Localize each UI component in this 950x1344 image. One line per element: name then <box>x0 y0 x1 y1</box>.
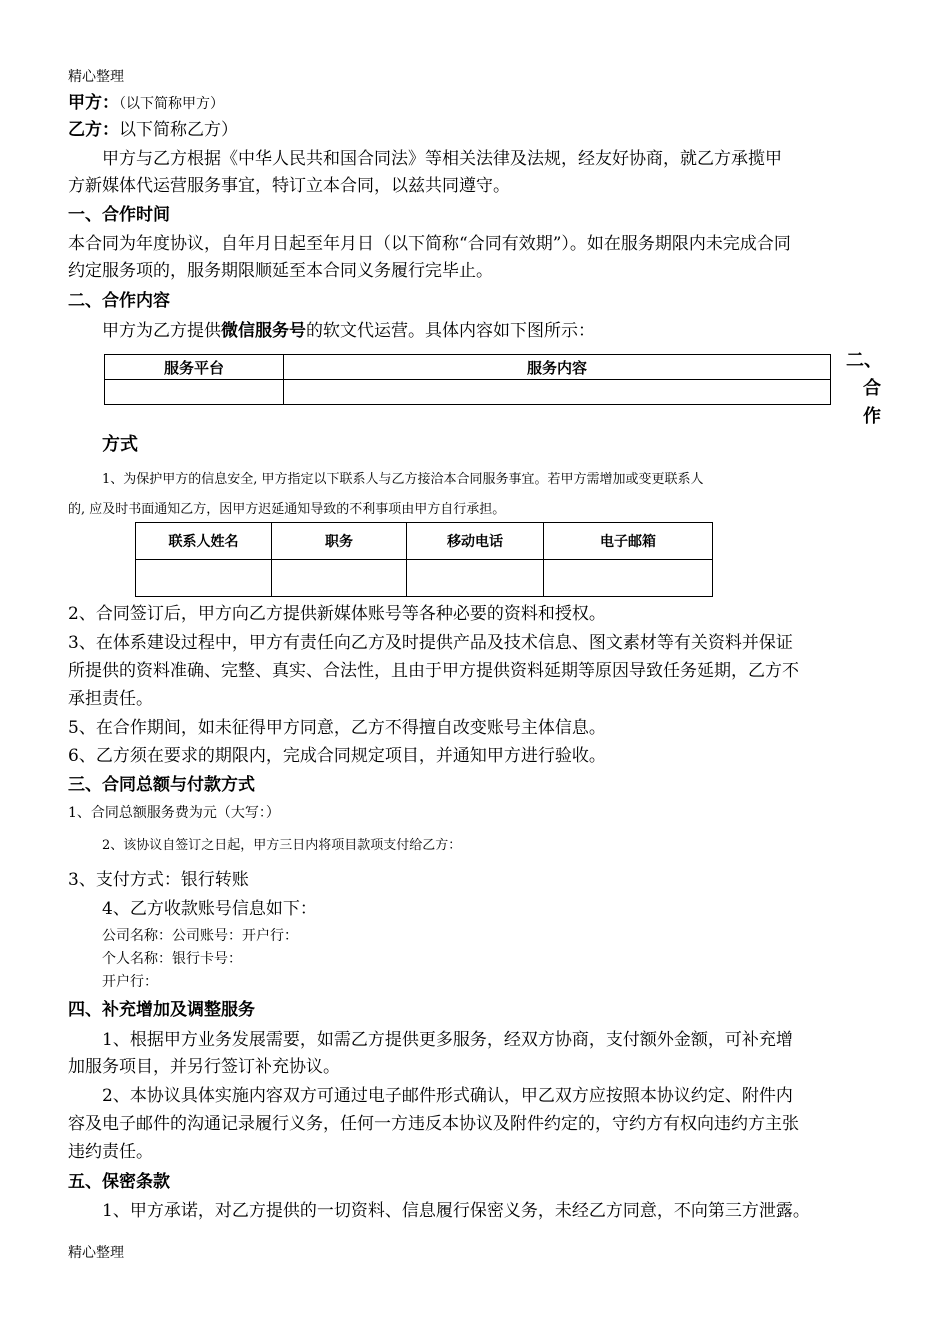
th-service-platform: 服务平台 <box>105 355 284 380</box>
s3-p1: 1、合同总额服务费为元（大写：） <box>68 805 280 821</box>
s2b-p1-line-2: 的, 应及时书面通知乙方，因甲方迟延通知导致的不利事项由甲方自行承担。 <box>68 502 506 517</box>
contact-table <box>135 522 713 597</box>
th-mobile: 移动电话 <box>407 523 544 560</box>
s3-company: 公司名称：公司账号：开户行： <box>102 928 298 944</box>
th-contact-name: 联系人姓名 <box>136 523 272 560</box>
s4-p1-line-1: 1、根据甲方业务发展需要，如需乙方提供更多服务，经双方协商，支付额外金额，可补充增 <box>102 1030 793 1050</box>
s1-line-2: 约定服务项的，服务期限顺延至本合同义务履行完毕止。 <box>68 261 493 281</box>
th-position: 职务 <box>272 523 407 560</box>
s3-personal: 个人名称：银行卡号： <box>102 951 242 967</box>
section-2-title: 二、合作内容 <box>68 291 170 311</box>
s1-line-1: 本合同为年度协议，自年月日起至年月日（以下简称“合同有效期”）。如在服务期限内未完成合同 <box>68 234 791 254</box>
party-a-note: （以下简称甲方） <box>119 96 224 112</box>
th-email: 电子邮箱 <box>544 523 713 560</box>
s2-line <box>102 318 595 344</box>
section-3-continuation: 方式 <box>102 434 138 455</box>
party-b-note: 以下简称乙方） <box>119 120 238 140</box>
table-cell <box>544 560 713 597</box>
s5-p1: 1、甲方承诺，对乙方提供的一切资料、信息履行保密义务，未经乙方同意，不向第三方泄露。 <box>102 1201 810 1221</box>
s2b-p5: 5、在合作期间，如未征得甲方同意，乙方不得擅自改变账号主体信息。 <box>68 718 606 738</box>
table-cell <box>105 380 284 405</box>
side-char-3: 作 <box>863 406 881 427</box>
table-cell <box>407 560 544 597</box>
s4-p1-line-2: 加服务项目，并另行签订补充协议。 <box>68 1057 340 1077</box>
party-b-label: 乙方： <box>68 120 119 140</box>
section-5-title: 五、保密条款 <box>68 1172 170 1192</box>
side-char-2: 合 <box>863 378 881 399</box>
table-cell <box>284 380 831 405</box>
table-header-row <box>105 355 831 380</box>
th-service-content: 服务内容 <box>284 355 831 380</box>
s3-p4: 4、乙方收款账号信息如下： <box>102 899 317 919</box>
s2b-p3-line-1: 3、在体系建设过程中，甲方有责任向乙方及时提供产品及技术信息、图文素材等有关资料并保证 <box>68 633 793 653</box>
party-b-line <box>68 117 238 143</box>
s3-p3: 3、支付方式：银行转账 <box>68 870 249 890</box>
s4-p2-line-1: 2、本协议具体实施内容双方可通过电子邮件形式确认，甲乙双方应按照本协议约定、附件内 <box>102 1086 793 1106</box>
page-footer: 精心整理 <box>68 1245 124 1261</box>
s2b-p3-line-3: 承担责任。 <box>68 689 153 709</box>
s4-p2-line-3: 违约责任。 <box>68 1142 153 1162</box>
section-3-title: 三、合同总额与付款方式 <box>68 775 255 795</box>
s2b-p6: 6、乙方须在要求的期限内，完成合同规定项目，并通知甲方进行验收。 <box>68 746 606 766</box>
s2-line-post: 的软文代运营。具体内容如下图所示： <box>306 321 595 341</box>
table-cell <box>136 560 272 597</box>
intro-line-2: 方新媒体代运营服务事宜，特订立本合同，以兹共同遵守。 <box>68 176 510 196</box>
s4-p2-line-2: 容及电子邮件的沟通记录履行义务，任何一方违反本协议及附件约定的，守约方有权向违约方主张 <box>68 1114 799 1134</box>
s2b-p3-line-2: 所提供的资料准确、完整、真实、合法性，且由于甲方提供资料延期等原因导致任务延期，乙方不 <box>68 661 799 681</box>
table-row <box>136 560 713 597</box>
table-cell <box>272 560 407 597</box>
service-table <box>104 354 831 405</box>
s2-line-pre: 甲方为乙方提供 <box>102 321 221 341</box>
table-row <box>105 380 831 405</box>
page-header: 精心整理 <box>68 69 124 85</box>
section-1-title: 一、合作时间 <box>68 205 170 225</box>
side-char-1: 二、 <box>846 350 882 371</box>
s3-bank: 开户行： <box>102 974 158 990</box>
s2b-p1-line-1: 1、为保护甲方的信息安全, 甲方指定以下联系人与乙方接洽本合同服务事宜。若甲方需增加或变更联系人 <box>102 472 704 487</box>
s2-line-bold: 微信服务号 <box>221 321 306 341</box>
section-4-title: 四、补充增加及调整服务 <box>68 1000 255 1020</box>
party-a-label: 甲方： <box>68 93 119 113</box>
s2b-p2: 2、合同签订后，甲方向乙方提供新媒体账号等各种必要的资料和授权。 <box>68 604 606 624</box>
table-header-row <box>136 523 713 560</box>
s3-p2: 2、该协议自签订之日起，甲方三日内将项目款项支付给乙方： <box>102 838 462 853</box>
intro-line-1: 甲方与乙方根据《中华人民共和国合同法》等相关法律及法规，经友好协商，就乙方承揽甲 <box>102 149 782 169</box>
party-a-line <box>68 90 224 116</box>
